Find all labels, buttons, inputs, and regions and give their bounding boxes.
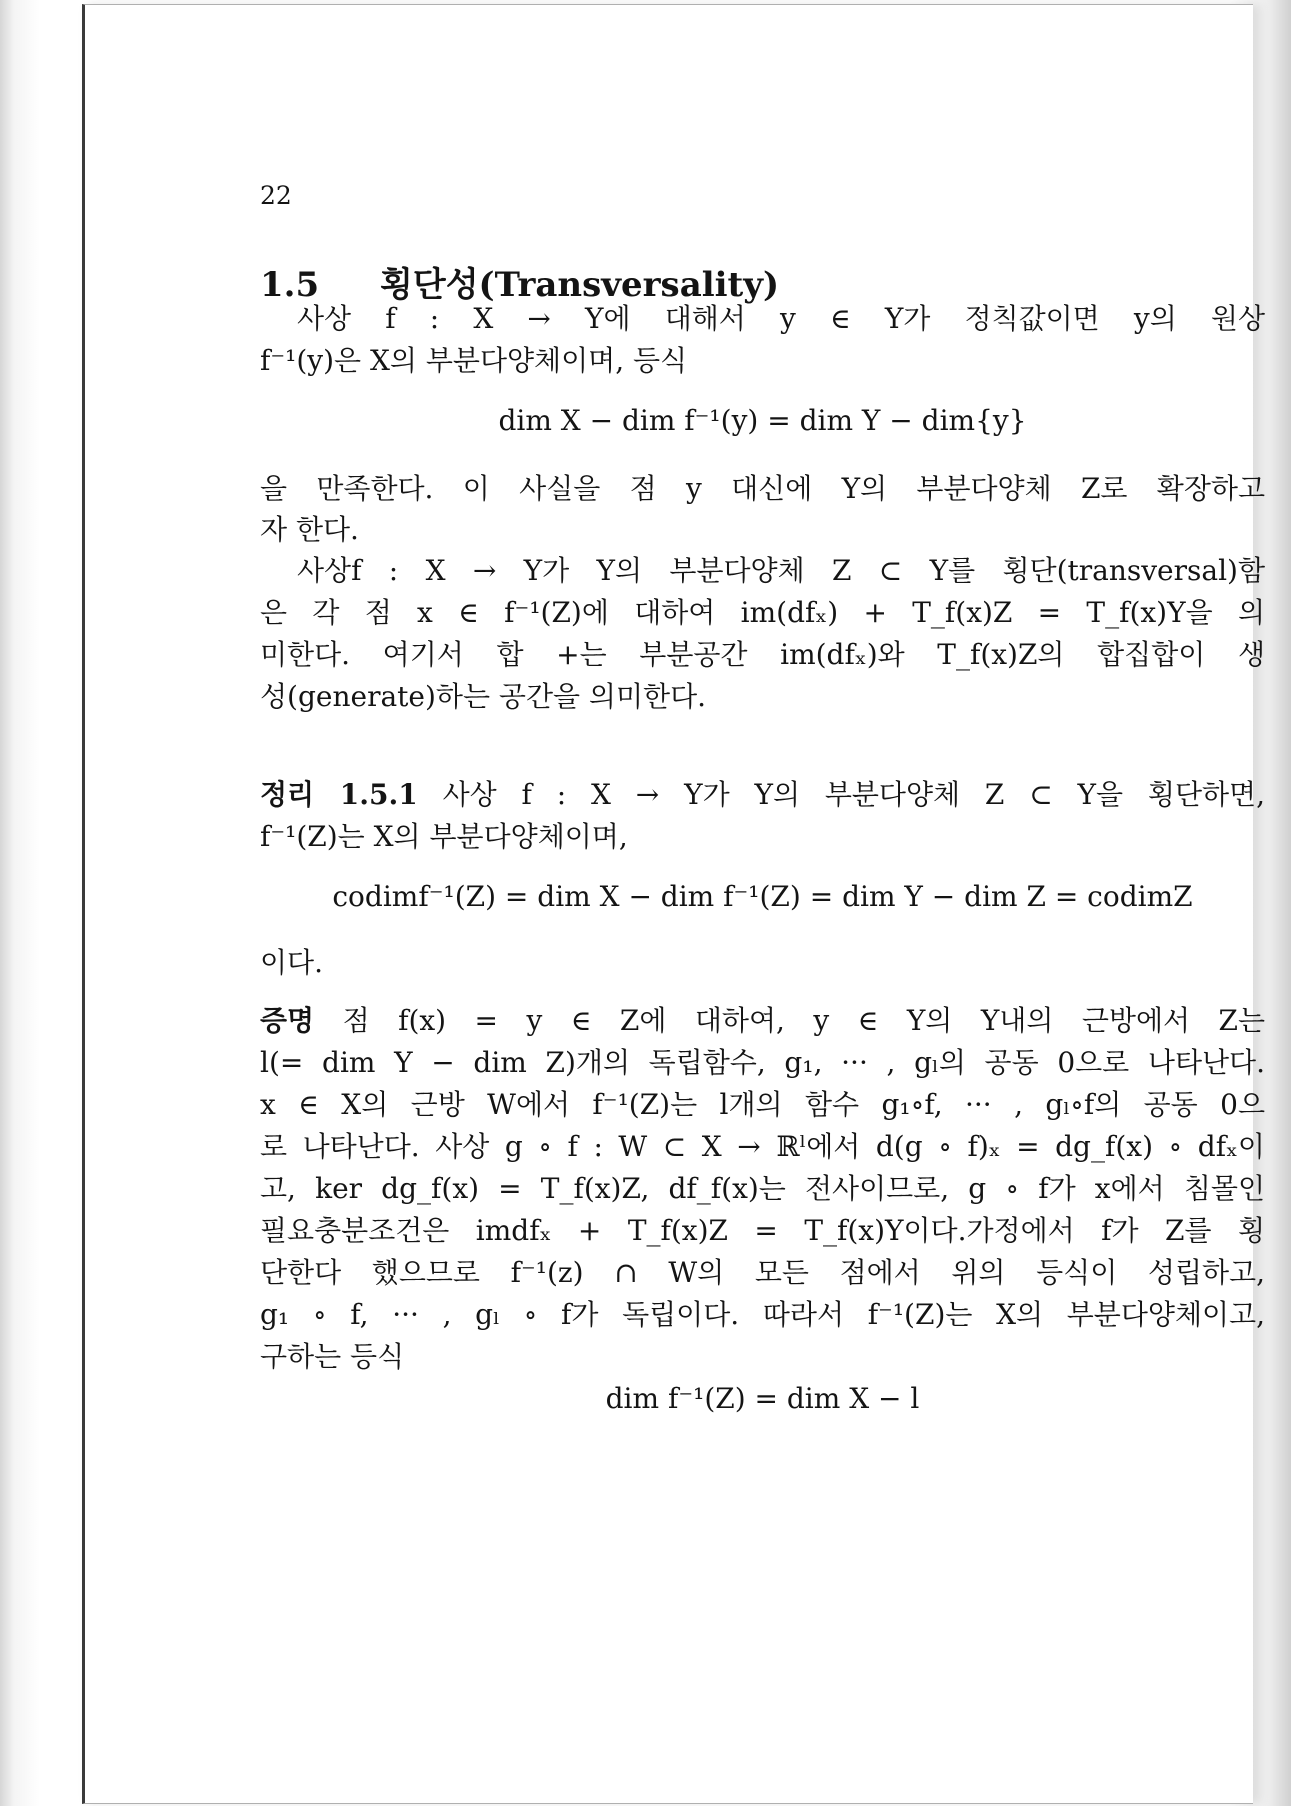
proof-line-8: g₁ ∘ f, ··· , gₗ ∘ f가 독립이다. 따라서 f⁻¹(Z)는 X의 부분다양체이고, bbox=[260, 1298, 1265, 1331]
book-page bbox=[82, 4, 1266, 1804]
proof-text-1: 점 f(x) = y ∈ Z에 대하여, y ∈ Y의 Y내의 근방에서 Z는 bbox=[342, 1004, 1266, 1037]
definition-line-3: 미한다. 여기서 합 +는 부분공간 im(dfₓ)와 T_f(x)Z의 합집합이 생 bbox=[260, 638, 1265, 671]
theorem-equation: codimf⁻¹(Z) = dim X − dim f⁻¹(Z) = dim Y − dim Z = codimZ bbox=[332, 880, 1193, 913]
theorem-text-1: 사상 f : X → Y가 Y의 부분다양체 Z ⊂ Y을 횡단하면, bbox=[442, 778, 1265, 811]
proof-line-2: l(= dim Y − dim Z)개의 독립함수, g₁, ··· , gₗ의 공동 0으로 나타난다. bbox=[260, 1046, 1265, 1079]
proof-line-7: 단한다 했으므로 f⁻¹(z) ∩ W의 모든 점에서 위의 등식이 성립하고, bbox=[260, 1256, 1265, 1289]
definition-line-2: 은 각 점 x ∈ f⁻¹(Z)에 대하여 im(dfₓ) + T_f(x)Z = T_f(x)Y을 의 bbox=[260, 596, 1265, 629]
theorem-label: 정리 1.5.1 bbox=[260, 778, 418, 811]
proof-line-1 bbox=[260, 1001, 1265, 1041]
proof-line-6: 필요충분조건은 imdfₓ + T_f(x)Z = T_f(x)Y이다.가정에서 f가 Z를 횡 bbox=[260, 1214, 1265, 1247]
definition-line-4: 성(generate)하는 공간을 의미한다. bbox=[260, 680, 707, 713]
section-number: 1.5 bbox=[260, 265, 320, 305]
proof-line-9: 구하는 등식 bbox=[260, 1340, 405, 1373]
definition-line-1: 사상f : X → Y가 Y의 부분다양체 Z ⊂ Y를 횡단(transversal)함 bbox=[297, 554, 1265, 587]
intro-line-3: 을 만족한다. 이 사실을 점 y 대신에 Y의 부분다양체 Z로 확장하고 bbox=[260, 472, 1265, 505]
intro-equation: dim X − dim f⁻¹(y) = dim Y − dim{y} bbox=[498, 404, 1027, 437]
section-title: 횡단성(Transversality) bbox=[380, 265, 780, 305]
theorem-line-2: f⁻¹(Z)는 X의 부분다양체이며, bbox=[260, 820, 628, 853]
theorem-line-1 bbox=[260, 775, 1265, 815]
intro-line-2: f⁻¹(y)은 X의 부분다양체이며, 등식 bbox=[260, 344, 688, 377]
proof-line-3: x ∈ X의 근방 W에서 f⁻¹(Z)는 l개의 함수 g₁∘f, ··· , gₗ∘f의 공동 0으 bbox=[260, 1088, 1265, 1121]
intro-line-4: 자 한다. bbox=[260, 513, 359, 546]
page-number: 22 bbox=[260, 181, 292, 210]
proof-equation: dim f⁻¹(Z) = dim X − l bbox=[605, 1382, 920, 1415]
proof-line-5: 고, ker dg_f(x) = T_f(x)Z, df_f(x)는 전사이므로, g ∘ f가 x에서 침몰인 bbox=[260, 1172, 1265, 1205]
proof-label: 증명 bbox=[260, 1004, 315, 1037]
proof-line-4: 로 나타난다. 사상 g ∘ f : W ⊂ X → ℝˡ에서 d(g ∘ f)ₓ = dg_f(x) ∘ dfₓ이 bbox=[260, 1130, 1265, 1163]
intro-line-1: 사상 f : X → Y에 대해서 y ∈ Y가 정칙값이면 y의 원상 bbox=[297, 302, 1265, 335]
theorem-line-3: 이다. bbox=[260, 946, 323, 979]
